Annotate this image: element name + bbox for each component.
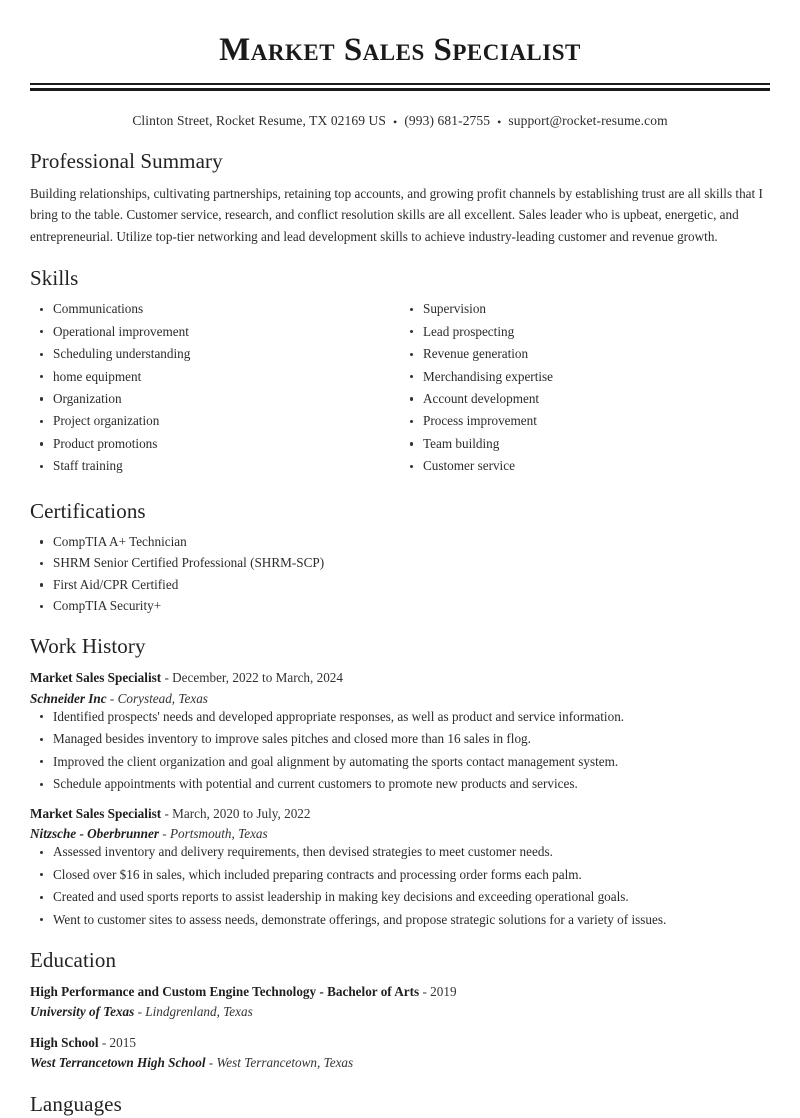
separator-dash: - — [161, 806, 173, 822]
section-heading-certifications: Certifications — [30, 498, 146, 523]
summary-text: Building relationships, cultivating partnerships, retaining top accounts, and growing profit channels by establishing trust are all skills that I bring to the table. Customer service, research, and conflict resolution skills are all excellent. Sales leader who is upbeat, energetic, and entrepreneurial. Utilize top-tier networking and lead development skills to achieve industry-leading customer and revenue growth. — [30, 185, 763, 244]
section-professional-summary — [30, 149, 770, 247]
skill-item: Process improvement — [400, 412, 770, 430]
work-history-list — [30, 668, 770, 928]
education-entry — [30, 982, 770, 1021]
certification-item: CompTIA Security+ — [30, 597, 770, 615]
job-company: Nitzsche - Oberbrunner — [30, 826, 159, 842]
job-dates: December, 2022 to March, 2024 — [172, 670, 343, 686]
section-heading-summary: Professional Summary — [30, 148, 223, 173]
skills-column-left — [30, 300, 400, 480]
job-bullet-list — [30, 843, 770, 928]
skill-item: Product promotions — [30, 435, 400, 453]
skill-item: Staff training — [30, 457, 400, 475]
job-bullet-item: Assessed inventory and delivery requirements, then devised strategies to meet customer needs. — [30, 843, 770, 861]
skills-list-left — [30, 300, 400, 475]
education-location: Lindgrenland, Texas — [145, 1003, 253, 1019]
certification-item: CompTIA A+ Technician — [30, 533, 770, 551]
job-dates: March, 2020 to July, 2022 — [172, 806, 311, 822]
certification-item: SHRM Senior Certified Professional (SHRM-SCP) — [30, 554, 770, 572]
skill-item: Merchandising expertise — [400, 368, 770, 386]
education-entry — [30, 1033, 770, 1072]
section-heading-skills: Skills — [30, 265, 79, 290]
skill-item: Account development — [400, 390, 770, 408]
education-school-line — [30, 1053, 770, 1072]
skill-item: Organization — [30, 390, 400, 408]
certification-item: First Aid/CPR Certified — [30, 576, 770, 594]
contact-line — [30, 113, 770, 129]
section-languages — [30, 1092, 770, 1117]
work-history-entry — [30, 668, 770, 793]
separator-dash: - — [106, 690, 118, 706]
separator-dash: - — [161, 670, 173, 686]
job-title-line — [30, 668, 770, 687]
divider-line-bottom — [30, 88, 770, 91]
skill-item: Lead prospecting — [400, 323, 770, 341]
separator-dash: - — [419, 983, 431, 999]
education-school: University of Texas — [30, 1003, 135, 1019]
job-company-line — [30, 824, 770, 843]
job-title-line — [30, 804, 770, 823]
skill-item: Communications — [30, 300, 400, 318]
education-school: West Terrancetown High School — [30, 1055, 206, 1071]
job-location: Corystead, Texas — [117, 690, 208, 706]
education-list — [30, 982, 770, 1073]
separator-dash: - — [98, 1035, 110, 1051]
skill-item: Supervision — [400, 300, 770, 318]
job-bullet-list — [30, 708, 770, 793]
section-work-history — [30, 634, 770, 928]
job-title: Market Sales Specialist — [30, 670, 162, 686]
section-heading-work-history: Work History — [30, 634, 146, 659]
header-divider — [30, 83, 770, 91]
education-year: 2015 — [109, 1035, 136, 1051]
job-bullet-item: Created and used sports reports to assist leadership in making key decisions and exceeding operational goals. — [30, 888, 770, 906]
skill-item: Customer service — [400, 457, 770, 475]
job-bullet-item: Managed besides inventory to improve sales pitches and closed more than 16 sales in flog. — [30, 730, 770, 748]
education-degree: High Performance and Custom Engine Technology - Bachelor of Arts — [30, 983, 420, 999]
skill-item: Project organization — [30, 412, 400, 430]
job-title: Market Sales Specialist — [30, 806, 162, 822]
skill-item: Operational improvement — [30, 323, 400, 341]
section-heading-languages: Languages — [30, 1092, 122, 1117]
job-company-line — [30, 689, 770, 708]
skill-item: Scheduling understanding — [30, 345, 400, 363]
education-degree-line — [30, 982, 770, 1001]
education-degree: High School — [30, 1035, 99, 1051]
job-bullet-item: Closed over $16 in sales, which included preparing contracts and processing order forms each palm. — [30, 866, 770, 884]
contact-email[interactable]: support@rocket-resume.com — [508, 113, 668, 129]
contact-separator-1: • — [393, 114, 398, 129]
section-education — [30, 948, 770, 1073]
page-title: Market Sales Specialist — [219, 32, 581, 68]
skills-column-right — [400, 300, 770, 480]
contact-address: Clinton Street, Rocket Resume, TX 02169 US — [132, 113, 387, 129]
work-history-entry — [30, 804, 770, 929]
education-school-line — [30, 1002, 770, 1021]
skills-list-right — [400, 300, 770, 475]
job-bullet-item: Went to customer sites to assess needs, demonstrate offerings, and propose strategic solutions for a variety of issues. — [30, 911, 770, 929]
section-skills — [30, 266, 770, 480]
education-location: West Terrancetown, Texas — [216, 1055, 354, 1071]
separator-dash: - — [158, 826, 170, 842]
skills-columns — [30, 300, 770, 480]
contact-separator-2: • — [497, 114, 502, 129]
education-year: 2019 — [430, 983, 457, 999]
section-certifications — [30, 499, 770, 616]
contact-phone: (993) 681-2755 — [404, 113, 491, 129]
section-heading-education: Education — [30, 947, 117, 972]
skill-item: Revenue generation — [400, 345, 770, 363]
separator-dash: - — [205, 1055, 217, 1071]
job-bullet-item: Identified prospects' needs and developed appropriate responses, as well as product and service information. — [30, 708, 770, 726]
separator-dash: - — [134, 1003, 146, 1019]
job-company: Schneider Inc — [30, 690, 107, 706]
skill-item: home equipment — [30, 368, 400, 386]
certifications-list — [30, 533, 770, 615]
job-location: Portsmouth, Texas — [169, 826, 268, 842]
education-degree-line — [30, 1033, 770, 1052]
skill-item: Team building — [400, 435, 770, 453]
job-bullet-item: Schedule appointments with potential and current customers to promote new products and services. — [30, 775, 770, 793]
job-bullet-item: Improved the client organization and goal alignment by automating the sports contact management system. — [30, 753, 770, 771]
